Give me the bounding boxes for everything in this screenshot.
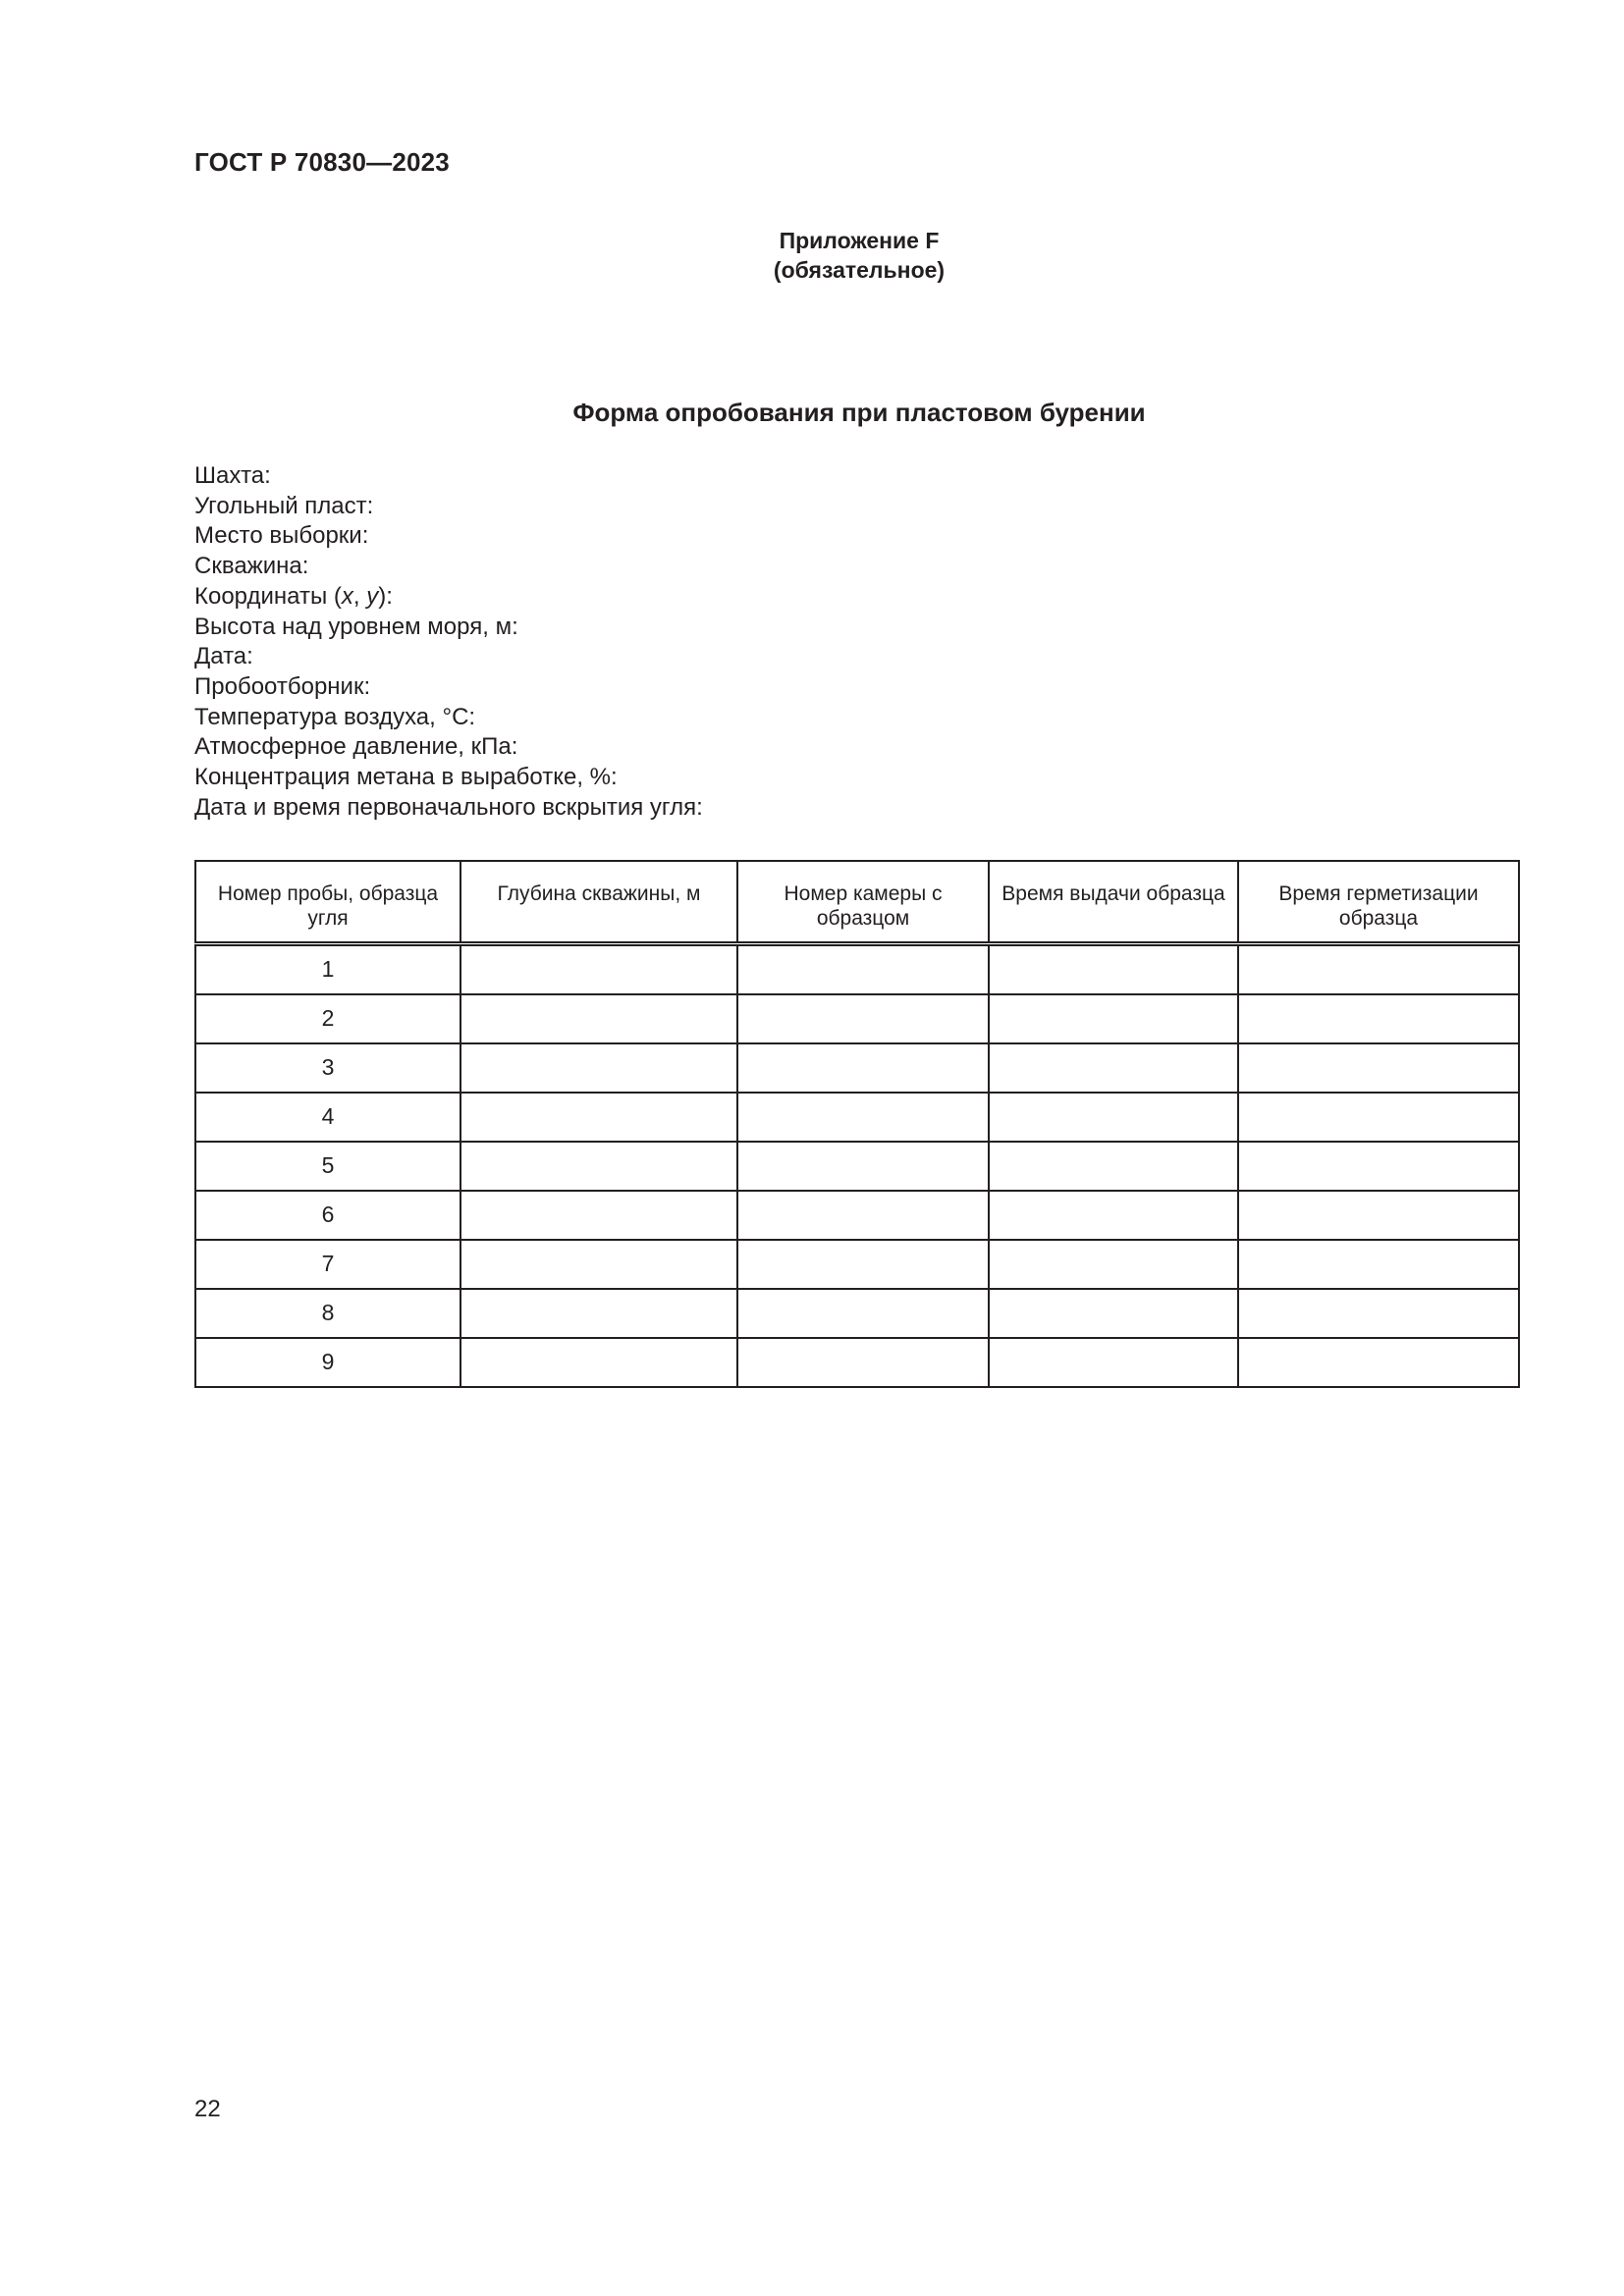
field-sampler: Пробоотборник: [194,672,371,700]
table-row [195,1093,1519,1142]
table-cell [460,1093,737,1142]
header-sealing-time: Время герметизации образца [1238,861,1519,943]
table-cell [989,1043,1238,1093]
table-cell [1238,1043,1519,1093]
cell-sample-number: 9 [195,1338,460,1387]
field-coordinates [194,582,703,613]
table-cell [737,1191,989,1240]
form-title: Форма опробования при пластовом бурении [572,398,1146,427]
sampling-table [194,860,1520,1388]
field-borehole: Скважина: [194,553,309,580]
table-cell [989,994,1238,1043]
table-cell [1238,1142,1519,1191]
table-cell [989,1191,1238,1240]
table-cell [989,1240,1238,1289]
table-cell [1238,1240,1519,1289]
table-cell [737,943,989,994]
table-cell [1238,1093,1519,1142]
table-row [195,1338,1519,1387]
form-fields [194,461,703,823]
field-methane-concentration: Концентрация метана в выработке, %: [194,764,618,791]
cell-sample-number: 6 [195,1191,460,1240]
field-date: Дата: [194,643,253,670]
cell-sample-number: 1 [195,943,460,994]
table-cell [460,1338,737,1387]
appendix-status: (обязательное) [773,257,946,283]
table-cell [737,1142,989,1191]
table-row [195,1240,1519,1289]
header-sample-number: Номер пробы, образца угля [195,861,460,943]
table-cell [737,1093,989,1142]
coordinates-separator: , [352,582,367,610]
header-issue-time: Время выдачи образца [989,861,1238,943]
table-body [195,943,1519,1387]
appendix-heading [0,226,1624,285]
table-cell [737,1043,989,1093]
table-cell [1238,943,1519,994]
table-header-row [195,861,1519,943]
cell-sample-number: 5 [195,1142,460,1191]
table-cell [460,1289,737,1338]
coordinates-suffix: ): [378,582,393,610]
table-cell [1238,1338,1519,1387]
cell-sample-number: 7 [195,1240,460,1289]
table-row [195,1191,1519,1240]
table-cell [1238,1289,1519,1338]
table-row [195,943,1519,994]
field-altitude: Высота над уровнем моря, м: [194,613,518,640]
cell-sample-number: 2 [195,994,460,1043]
table-cell [460,1191,737,1240]
cell-sample-number: 8 [195,1289,460,1338]
table-cell [460,1142,737,1191]
table-row [195,994,1519,1043]
cell-sample-number: 3 [195,1043,460,1093]
table-cell [737,1338,989,1387]
table-cell [460,1043,737,1093]
table-row [195,1043,1519,1093]
table-row [195,1289,1519,1338]
table-cell [989,1289,1238,1338]
table-cell [460,1240,737,1289]
table-cell [989,943,1238,994]
table-cell [460,994,737,1043]
header-borehole-depth: Глубина скважины, м [460,861,737,943]
standard-id: ГОСТ Р 70830—2023 [194,147,450,177]
field-air-temperature: Температура воздуха, °С: [194,703,476,730]
table-cell [737,1289,989,1338]
field-coal-seam: Угольный пласт: [194,492,374,519]
field-sampling-place: Место выборки: [194,522,369,550]
header-chamber-number: Номер камеры с образцом [737,861,989,943]
coordinate-x: x [341,582,353,610]
table-cell [737,994,989,1043]
field-initial-opening-datetime: Дата и время первоначального вскрытия угля: [194,793,703,821]
table-cell [1238,994,1519,1043]
table-cell [737,1240,989,1289]
page-number: 22 [194,2096,221,2122]
table-cell [989,1338,1238,1387]
field-mine: Шахта: [194,462,271,489]
table-cell [989,1093,1238,1142]
appendix-title: Приложение F [779,228,940,253]
coordinates-prefix: Координаты ( [194,582,342,610]
table-cell [989,1142,1238,1191]
field-atmospheric-pressure: Атмосферное давление, кПа: [194,733,518,761]
table-cell [460,943,737,994]
table-row [195,1142,1519,1191]
coordinate-y: y [366,582,379,610]
table-cell [1238,1191,1519,1240]
cell-sample-number: 4 [195,1093,460,1142]
